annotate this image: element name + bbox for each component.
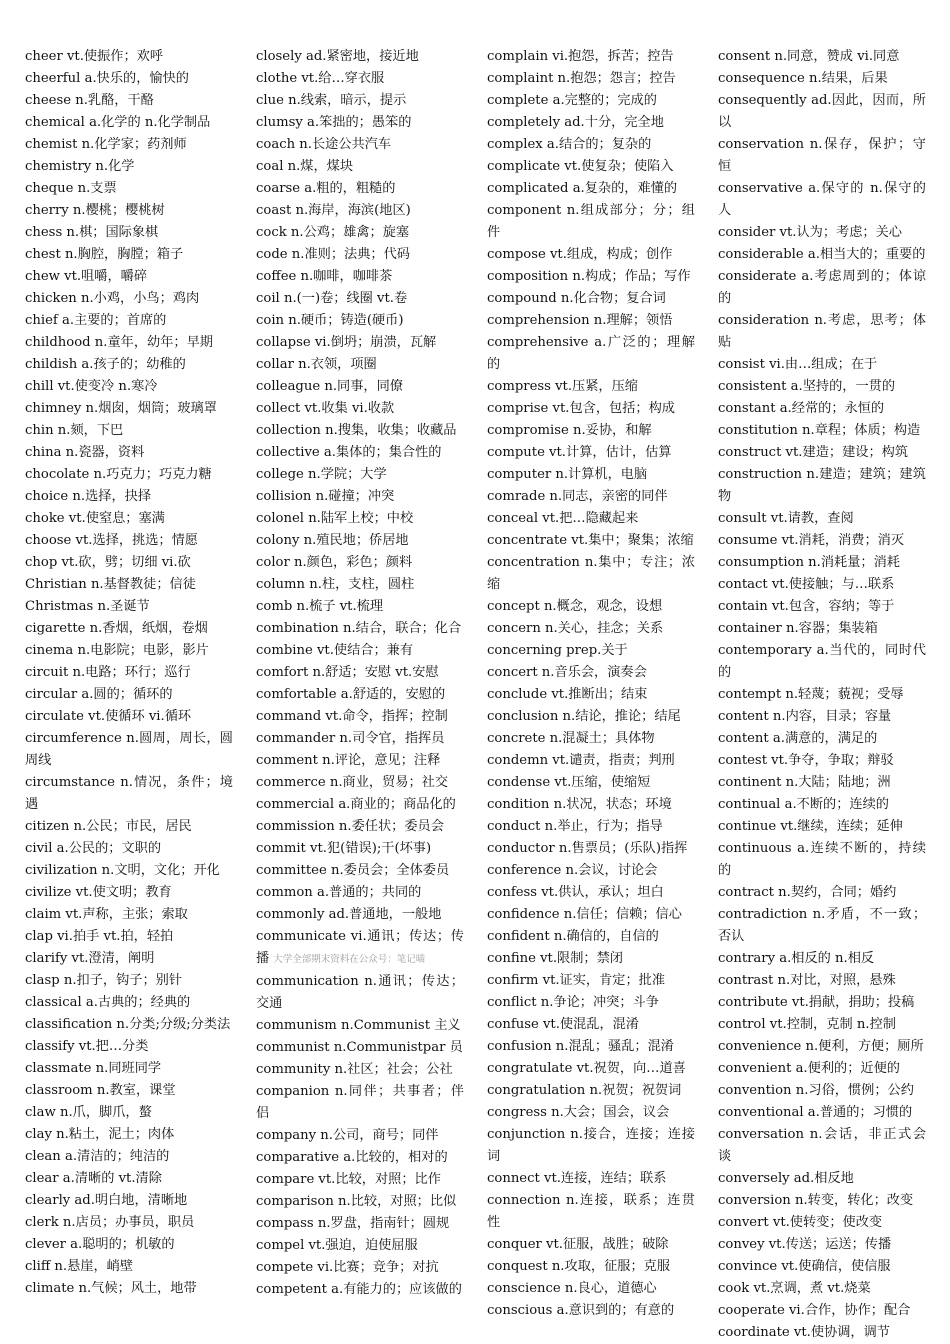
vocab-entry: communicate vi.通讯；传达；传播 大学全部期末资料在公众号：笔记喵	[256, 929, 464, 966]
vocab-entry: comb n.梳子 vt.梳理	[256, 599, 384, 614]
vocab-entry: community n.社区；社会；公社	[256, 1062, 453, 1077]
vocab-entry: companion n.同伴；共事者；伴侣	[256, 1084, 464, 1121]
vocab-entry: clear a.清晰的 vt.清除	[25, 1171, 162, 1186]
vocab-entry: chin n.颏，下巴	[25, 423, 124, 438]
vocab-entry: commercial a.商业的；商品化的	[256, 797, 456, 812]
vocab-entry: concentration n.集中；专注；浓缩	[487, 555, 695, 592]
vocab-entry: civilize vt.使文明；教育	[25, 885, 172, 900]
vocab-entry: claw n.爪，脚爪，螯	[25, 1105, 152, 1120]
vocab-entry: concentrate vt.集中；聚集；浓缩	[487, 533, 694, 548]
vocab-entry: confidence n.信任；信赖；信心	[487, 907, 682, 922]
vocab-entry: convenient a.便利的；近便的	[718, 1061, 900, 1076]
vocab-entry: complicated a.复杂的，难懂的	[487, 181, 678, 196]
vocab-entry: compass n.罗盘，指南针；圆规	[256, 1216, 450, 1231]
vocab-entry: Christian n.基督教徒；信徒	[25, 577, 196, 592]
vocab-entry: compose vt.组成，构成；创作	[487, 247, 673, 262]
vocab-entry: coin n.硬币；铸造(硬币)	[256, 313, 404, 328]
vocab-entry: conscience n.良心，道德心	[487, 1281, 657, 1296]
vocab-entry: contest vt.争夺，争取；辩驳	[718, 753, 894, 768]
vocab-entry: consumption n.消耗量；消耗	[718, 555, 900, 570]
vocab-entry: comprehensive a.广泛的；理解的	[487, 335, 695, 372]
vocab-entry: cooperate vi.合作，协作；配合	[718, 1303, 911, 1318]
vocab-entry: clean a.清洁的；纯洁的	[25, 1149, 170, 1164]
vocab-entry: clothe vt.给…穿衣服	[256, 71, 385, 86]
vocab-entry: considerable a.相当大的；重要的	[718, 247, 926, 262]
vocab-entry: consequently ad.因此，因而，所以	[718, 93, 926, 130]
vocab-entry: clap vi.拍手 vt.拍，轻拍	[25, 929, 174, 944]
vocab-entry: confine vt.限制；禁闭	[487, 951, 623, 966]
vocab-entry: comrade n.同志，亲密的同伴	[487, 489, 668, 504]
vocab-entry: conclude vt.推断出；结束	[487, 687, 648, 702]
vocab-entry: comfort n.舒适；安慰 vt.安慰	[256, 665, 439, 680]
vocab-entry: classmate n.同班同学	[25, 1061, 162, 1076]
vocab-entry: collision n.碰撞；冲突	[256, 489, 395, 504]
vocab-entry: continual a.不断的；连续的	[718, 797, 889, 812]
vocab-entry: communication n.通讯；传达；交通	[256, 974, 464, 1011]
vocab-entry: conjunction n.接合，连接；连接词	[487, 1127, 695, 1164]
vocab-entry: common a.普通的；共同的	[256, 885, 422, 900]
vocab-entry: contempt n.轻蔑；藐视；受辱	[718, 687, 904, 702]
vocab-entry: control vt.控制，克制 n.控制	[718, 1017, 896, 1032]
vocab-entry: chief a.主要的；首席的	[25, 313, 167, 328]
vocab-entry: circular a.圆的；循环的	[25, 687, 173, 702]
vocab-entry: combination n.结合，联合；化合	[256, 621, 462, 636]
vocab-entry: conscious a.意识到的；有意的	[487, 1303, 675, 1318]
vocab-entry: convenience n.便利，方便；厕所	[718, 1039, 924, 1054]
column-1	[25, 46, 233, 1298]
vocab-entry: cliff n.悬崖，峭壁	[25, 1259, 134, 1274]
vocab-entry: college n.学院；大学	[256, 467, 387, 482]
vocab-entry: chemist n.化学家；药剂师	[25, 137, 187, 152]
vocab-entry: conventional a.普通的；习惯的	[718, 1105, 913, 1120]
vocab-entry: coil n.(一)卷；线圈 vt.卷	[256, 291, 408, 306]
vocab-entry: chemistry n.化学	[25, 159, 135, 174]
vocab-entry: complain vi.抱怨，拆苦；控告	[487, 49, 674, 64]
vocab-entry: combine vt.使结合；兼有	[256, 643, 414, 658]
vocab-entry: convert vt.使转变；使改变	[718, 1215, 883, 1230]
vocab-entry: chocolate n.巧克力；巧克力糖	[25, 467, 212, 482]
vocab-entry: conservation n.保存，保护；守恒	[718, 137, 926, 174]
vocab-entry: coffee n.咖啡，咖啡茶	[256, 269, 393, 284]
vocab-entry: component n.组成部分；分；组件	[487, 203, 695, 240]
vocab-entry: construct vt.建造；建设；构筑	[718, 445, 909, 460]
vocab-entry: conference n.会议，讨论会	[487, 863, 658, 878]
vocab-entry: compete vi.比赛；竞争；对抗	[256, 1260, 439, 1275]
vocab-entry: coarse a.粗的，粗糙的	[256, 181, 396, 196]
vocab-entry: consider vt.认为；考虑；关心	[718, 225, 902, 240]
vocab-entry: complicate vt.使复杂；使陷入	[487, 159, 674, 174]
vocab-entry: concern n.关心，挂念；关系	[487, 621, 664, 636]
vocab-entry: citizen n.公民；市民，居民	[25, 819, 192, 834]
vocab-entry: conquer vt.征服，战胜；破除	[487, 1237, 669, 1252]
vocab-entry: conduct n.举止，行为；指导	[487, 819, 663, 834]
vocab-entry: compel vt.强迫，迫使屈服	[256, 1238, 418, 1253]
vocab-entry: compare vt.比较，对照；比作	[256, 1172, 441, 1187]
vocab-entry: conservative a.保守的 n.保守的人	[718, 181, 926, 218]
vocab-entry: construction n.建造；建筑；建筑物	[718, 467, 926, 504]
vocab-entry: contemporary a.当代的，同时代的	[718, 643, 926, 680]
vocab-entry: commission n.委任状；委员会	[256, 819, 444, 834]
vocab-entry: Christmas n.圣诞节	[25, 599, 150, 614]
vocab-entry: contract n.契约，合同；婚约	[718, 885, 897, 900]
vocab-entry: continuous a.连续不断的，持续的	[718, 841, 926, 878]
vocab-entry: claim vt.声称，主张；索取	[25, 907, 188, 922]
vocab-entry: clumsy a.笨拙的；愚笨的	[256, 115, 412, 130]
vocab-entry: competent a.有能力的；应该做的	[256, 1282, 462, 1297]
vocab-entry: closely ad.紧密地，接近地	[256, 49, 419, 64]
vocab-entry: conversation n.会话，非正式会谈	[718, 1127, 926, 1164]
vocab-entry: confirm vt.证实，肯定；批准	[487, 973, 666, 988]
vocab-entry: classification n.分类;分级;分类法	[25, 1017, 231, 1032]
vocab-entry: classroom n.教室，课堂	[25, 1083, 176, 1098]
vocab-entry: comment n.评论，意见；注释	[256, 753, 441, 768]
vocab-entry: chimney n.烟囱，烟筒；玻璃罩	[25, 401, 217, 416]
vocab-entry: chill vt.使变冷 n.寒冷	[25, 379, 158, 394]
vocab-entry: composition n.构成；作品；写作	[487, 269, 691, 284]
vocab-entry: choose vt.选择，挑选；情愿	[25, 533, 198, 548]
vocab-entry: conclusion n.结论，推论；结尾	[487, 709, 681, 724]
vocab-entry: constant a.经常的；永恒的	[718, 401, 885, 416]
vocab-entry: childhood n.童年，幼年；早期	[25, 335, 213, 350]
vocab-entry: company n.公司，商号；同伴	[256, 1128, 439, 1143]
vocab-entry: contrast n.对比，对照，悬殊	[718, 973, 896, 988]
vocab-entry: chicken n.小鸡，小鸟；鸡肉	[25, 291, 200, 306]
vocab-entry: content n.内容，目录；容量	[718, 709, 892, 724]
column-2	[256, 46, 464, 1298]
vocab-entry: cook vt.烹调，煮 vt.烧菜	[718, 1281, 871, 1296]
vocab-entry: clue n.线索，暗示，提示	[256, 93, 407, 108]
vocab-entry: congratulation n.祝贺；祝贺词	[487, 1083, 682, 1098]
vocab-entry: committee n.委员会；全体委员	[256, 863, 450, 878]
vocab-entry: clearly ad.明白地，清晰地	[25, 1193, 188, 1208]
vocab-entry: cheese n.乳酪，干酪	[25, 93, 154, 108]
vocab-entry: complex a.结合的；复杂的	[487, 137, 652, 152]
vocab-entry: cigarette n.香烟，纸烟，卷烟	[25, 621, 208, 636]
vocab-entry: completely ad.十分，完全地	[487, 115, 664, 130]
vocab-entry: collection n.搜集，收集；收藏品	[256, 423, 457, 438]
vocab-entry: conductor n.售票员；(乐队)指挥	[487, 841, 688, 856]
vocab-entry: colleague n.同事，同僚	[256, 379, 403, 394]
vocab-entry: choke vt.使窒息；塞满	[25, 511, 165, 526]
vocab-entry: confusion n.混乱；骚乱；混淆	[487, 1039, 674, 1054]
vocab-entry: connection n.连接，联系；连贯性	[487, 1193, 695, 1230]
vocab-entry: chess n.棋；国际象棋	[25, 225, 159, 240]
vocab-entry: collective a.集体的；集合性的	[256, 445, 442, 460]
vocab-entry: convince vt.使确信，使信服	[718, 1259, 891, 1274]
vocab-entry: commander n.司令官，指挥员	[256, 731, 445, 746]
vocab-entry: congratulate vt.祝贺，向…道喜	[487, 1061, 686, 1076]
vocab-entry: collar n.衣领，项圈	[256, 357, 377, 372]
vocab-entry: confident n.确信的，自信的	[487, 929, 659, 944]
vocab-entry: cheer vt.使振作；欢呼	[25, 49, 164, 64]
vocab-entry: conceal vt.把…隐藏起来	[487, 511, 639, 526]
vocab-entry: compress vt.压紧，压缩	[487, 379, 638, 394]
vocab-entry: coast n.海岸，海滨(地区)	[256, 203, 411, 218]
vocab-entry: contribute vt.捐献，捐助；投稿	[718, 995, 915, 1010]
vocab-entry: complete a.完整的；完成的	[487, 93, 657, 108]
vocab-entry: china n.瓷器，资料	[25, 445, 145, 460]
vocab-entry: contact vt.使接触；与…联系	[718, 577, 895, 592]
vocab-entry: cherry n.樱桃；樱桃树	[25, 203, 165, 218]
vocab-entry: conversion n.转变，转化；改变	[718, 1193, 914, 1208]
vocab-entry: compute vt.计算，估计，估算	[487, 445, 672, 460]
vocab-entry: contain vt.包含，容纳；等于	[718, 599, 895, 614]
vocab-entry: communist n.Communistpar 员	[256, 1040, 463, 1055]
vocab-entry: commit vt.犯(错误);干(坏事)	[256, 841, 432, 856]
vocab-entry: consideration n.考虑，思考；体贴	[718, 313, 926, 350]
vocab-entry: cheque n.支票	[25, 181, 117, 196]
vocab-entry: communism n.Communist 主义	[256, 1018, 461, 1033]
vocab-entry: collapse vi.倒坍；崩溃，瓦解	[256, 335, 437, 350]
vocab-entry: contradiction n.矛盾，不一致；否认	[718, 907, 926, 944]
vocab-entry: coach n.长途公共汽车	[256, 137, 392, 152]
vocab-entry: consist vi.由…组成；在于	[718, 357, 878, 372]
vocab-entry: container n.容器；集装箱	[718, 621, 878, 636]
vocab-entry: condense vt.压缩，使缩短	[487, 775, 651, 790]
vocab-entry: childish a.孩子的；幼稚的	[25, 357, 186, 372]
vocab-entry: continent n.大陆；陆地；洲	[718, 775, 891, 790]
vocab-entry: cock n.公鸡；雄禽；旋塞	[256, 225, 410, 240]
vocab-entry: civil a.公民的；文职的	[25, 841, 162, 856]
vocab-entry: code n.准则；法典；代码	[256, 247, 410, 262]
vocab-entry: consent n.同意，赞成 vi.同意	[718, 49, 900, 64]
vocab-entry: chemical a.化学的 n.化学制品	[25, 115, 211, 130]
vocab-entry: complaint n.抱怨；怨言；控告	[487, 71, 676, 86]
vocab-entry: choice n.选择，抉择	[25, 489, 152, 504]
vocab-entry: clerk n.店员；办事员，职员	[25, 1215, 195, 1230]
vocab-entry: circuit n.电路；环行；巡行	[25, 665, 191, 680]
vocab-entry: comparative a.比较的，相对的	[256, 1150, 448, 1165]
vocab-entry: commonly ad.普通地，一般地	[256, 907, 442, 922]
vocab-entry: compound n.化合物；复合词	[487, 291, 666, 306]
vocab-entry: concerning prep.关于	[487, 643, 628, 658]
vocab-entry: convention n.习俗，惯例；公约	[718, 1083, 914, 1098]
vocab-entry: considerate a.考虑周到的；体谅的	[718, 269, 926, 306]
vocab-entry: congress n.大会；国会，议会	[487, 1105, 670, 1120]
vocab-entry: collect vt.收集 vi.收款	[256, 401, 395, 416]
vocabulary-columns	[25, 46, 926, 1340]
vocab-entry: colonel n.陆军上校；中校	[256, 511, 414, 526]
vocab-entry: contrary a.相反的 n.相反	[718, 951, 875, 966]
vocab-entry: conflict n.争论；冲突；斗争	[487, 995, 659, 1010]
vocab-entry: chest n.胸腔，胸膛；箱子	[25, 247, 184, 262]
vocab-entry: computer n.计算机，电脑	[487, 467, 648, 482]
vocab-entry: concept n.概念，观念，设想	[487, 599, 663, 614]
vocab-entry: clay n.粘土，泥土；肉体	[25, 1127, 175, 1142]
vocab-entry: continue vt.继续，连续；延伸	[718, 819, 903, 834]
vocab-entry: content a.满意的，满足的	[718, 731, 878, 746]
vocab-entry: circumstance n.情况，条件；境遇	[25, 775, 233, 812]
vocab-entry: chop vt.砍，劈；切细 vi.砍	[25, 555, 191, 570]
vocab-entry: colony n.殖民地；侨居地	[256, 533, 409, 548]
column-4	[718, 46, 926, 1340]
vocab-entry: clever a.聪明的；机敏的	[25, 1237, 175, 1252]
vocab-entry: connect vt.连接，连结；联系	[487, 1171, 667, 1186]
vocab-entry: command vt.命令，指挥；控制	[256, 709, 448, 724]
vocab-entry: comfortable a.舒适的，安慰的	[256, 687, 446, 702]
vocab-entry: concert n.音乐会，演奏会	[487, 665, 647, 680]
vocab-entry: color n.颜色，彩色；颜料	[256, 555, 413, 570]
vocab-entry: convey vt.传送；运送；传播	[718, 1237, 892, 1252]
vocab-entry: coal n.煤，煤块	[256, 159, 354, 174]
vocab-entry: clarify vt.澄清，阐明	[25, 951, 155, 966]
vocab-entry: cheerful a.快乐的，愉快的	[25, 71, 189, 86]
vocab-entry: comprise vt.包含，包括；构成	[487, 401, 675, 416]
vocab-entry: consume vt.消耗，消费；消灭	[718, 533, 905, 548]
vocab-entry: commerce n.商业，贸易；社交	[256, 775, 449, 790]
vocab-entry: classify vt.把…分类	[25, 1039, 149, 1054]
vocab-entry: circumference n.圆周，周长，圆周线	[25, 731, 233, 768]
vocab-entry: classical a.古典的；经典的	[25, 995, 191, 1010]
vocab-entry: condition n.状况，状态；环境	[487, 797, 672, 812]
vocab-entry: chew vt.咀嚼，嚼碎	[25, 269, 148, 284]
vocab-entry: column n.柱，支柱，圆柱	[256, 577, 415, 592]
vocab-entry: conversely ad.相反地	[718, 1171, 854, 1186]
vocab-entry: condemn vt.谴责，指责；判刑	[487, 753, 675, 768]
vocab-entry: confuse vt.使混乱，混淆	[487, 1017, 640, 1032]
vocab-entry: confess vt.供认，承认；坦白	[487, 885, 664, 900]
vocab-entry: consequence n.结果，后果	[718, 71, 888, 86]
vocab-entry: clasp n.扣子，钩子；别针	[25, 973, 183, 988]
vocab-entry: consult vt.请教，查阅	[718, 511, 854, 526]
vocab-entry: comprehension n.理解；领悟	[487, 313, 673, 328]
vocab-entry: concrete n.混凝土；具体物	[487, 731, 655, 746]
vocab-entry: circulate vt.使循环 vi.循环	[25, 709, 192, 724]
watermark-text: 大学全部期末资料在公众号：笔记喵	[273, 954, 426, 965]
vocab-entry: conquest n.攻取，征服；克服	[487, 1259, 671, 1274]
vocab-entry: coordinate vt.使协调，调节	[718, 1325, 890, 1340]
vocab-entry: cinema n.电影院；电影，影片	[25, 643, 209, 658]
column-3	[487, 46, 695, 1318]
vocab-entry: compromise n.妥协，和解	[487, 423, 652, 438]
vocab-entry: constitution n.章程；体质；构造	[718, 423, 921, 438]
vocab-entry: climate n.气候；风土，地带	[25, 1281, 197, 1296]
vocab-entry: consistent a.坚持的，一贯的	[718, 379, 896, 394]
vocab-entry: civilization n.文明，文化；开化	[25, 863, 220, 878]
vocab-entry: comparison n.比较，对照；比似	[256, 1194, 457, 1209]
